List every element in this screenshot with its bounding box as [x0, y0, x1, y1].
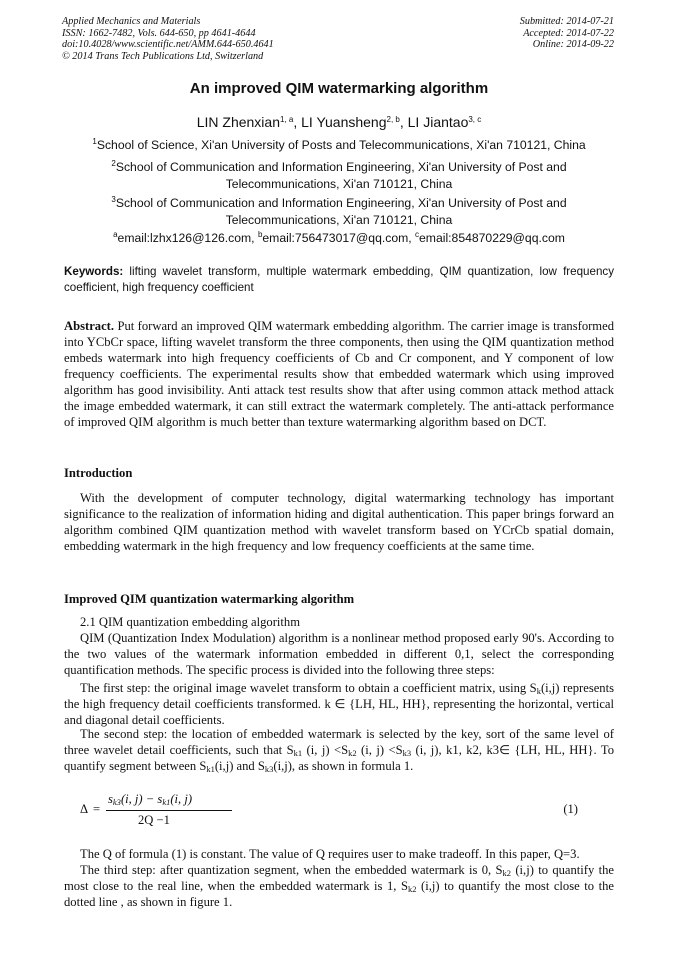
author-name: LIN Zhenxian [196, 114, 280, 130]
keywords-text: lifting wavelet transform, multiple watermark embedding, QIM quantization, low frequency coefficient, high frequency coefficient [64, 265, 614, 294]
abstract-label: Abstract. [64, 319, 115, 333]
paper-title: An improved QIM watermarking algorithm [189, 80, 489, 97]
section-paragraph-step2: The second step: the location of embedded watermark is selected by the key, sort of the same level of three wavelet detail coefficients, such that $S_{k1}$ (i, $j) <S_{k2}$ (i, $j) <S_{k3}$ (i, j), k1, k2, k3∈ {LH, HL, HH}. To quantify segment between $S_{k1}(i,j)$ and $S_{k3}(i,j)$, as shown in formula 1. [64, 727, 614, 774]
journal-copyright: © 2014 Trans Tech Publications Ltd, Switzerland [62, 50, 264, 62]
author-list: LIN Zhenxian$^{1, a}$, LI Yuansheng$^{2, b}$, LI Jiantao$^{3, c}$ [196, 114, 482, 130]
abstract-text: Put forward an improved QIM watermark embedding algorithm. The carrier image is transformed into YCbCr space, lifting wavelet transform the three components, then using the QIM quantization method embeds watermark into high frequency coefficients of Cb and Cr component, and Y component of low frequency coefficients. The experimental results show that embedded watermark which using improved algorithm has good invisibility. Anti attack test results show that after using common attack method attack the image embedded watermark, it can still extract the watermark completely. The anti-attack performance of improved QIM algorithm is much better than texture watermarking algorithm based on DCT. [64, 319, 614, 429]
author-name: LI Jiantao [407, 114, 469, 130]
section-paragraph-step3: The third step: after quantization segment, when the embedded watermark is 0, $S_{k2}$ (i,j) to quantify the most close to the real line, when the embedded watermark is 1, $S_{k2}$ (i,j) to quantify the most close to the dotted line , as shown in figure 1. [64, 863, 614, 909]
dates-header [520, 16, 614, 51]
formula-1 [80, 790, 614, 834]
online-date: Online: 2014-09-22 [532, 39, 614, 51]
section-paragraph-qim: QIM (Quantization Index Modulation) algorithm is a nonlinear method proposed early 90's. According to the two values of the watermark information embedded in different 0,1, select the corresponding quantification methods. The specific process is divided into the following three steps: [64, 631, 614, 677]
affiliation-3: $^3$School of Communication and Information Engineering, Xi'an University of Post and Telecommunications, Xi'an 710121, China [111, 195, 567, 227]
submitted-date: Submitted: 2014-07-21 [519, 16, 614, 27]
email-link[interactable]: email:854870229@qq.com [419, 231, 565, 245]
accepted-date: Accepted: 2014-07-22 [523, 27, 614, 39]
email-list: $^a$email:lzhx126@126.com, $^b$email:756473017@qq.com, $^c$email:854870229@qq.com [113, 230, 565, 245]
author-affil-mark: 2, b [386, 115, 400, 124]
formula-numerator: $s_{k3}(i$, $j) - s_{k1}(i$, j) [108, 792, 193, 807]
formula-fraction-bar [106, 810, 232, 811]
keywords-label: Keywords: [64, 265, 124, 278]
email-link[interactable]: email:756473017@qq.com, [262, 231, 416, 245]
introduction-heading: Introduction [64, 466, 133, 480]
formula-delta: Δ [80, 802, 89, 816]
journal-header [62, 16, 274, 62]
affiliation-2: $^2$School of Communication and Information Engineering, Xi'an University of Post and Telecommunications, Xi'an 710121, China [111, 159, 567, 191]
introduction-paragraph: With the development of computer technology, digital watermarking technology has important significance to the realization of information hiding and digital authentication. This paper brings forward an algorithm combined QIM quantization method with wavelet transform based on YCrCb spatial domain, embedding watermark in the high frequency and low frequency coefficients at the same time. [64, 491, 614, 553]
journal-issn: ISSN: 1662-7482, Vols. 644-650, pp 4641-4644 [62, 27, 256, 39]
formula-equals: = [93, 802, 101, 816]
formula-number: (1) [563, 802, 578, 816]
journal-doi: doi:10.4028/www.scientific.net/AMM.644-650.4641 [62, 39, 274, 51]
subsection-heading: 2.1 QIM quantization embedding algorithm [80, 615, 300, 629]
keywords [64, 264, 614, 296]
journal-name: Applied Mechanics and Materials [62, 16, 201, 27]
affiliation-1: $^1$School of Science, Xi'an University of Posts and Telecommunications, Xi'an 710121, China [92, 137, 586, 152]
section-paragraph-step1: The first step: the original image wavelet transform to obtain a coefficient matrix, using $S_k(i,j)$ represents the high frequency detail coefficients transformed. k ∈ {LH, HL, HH}, representing the horizontal, vertical and diagonal detail coefficients. [64, 681, 615, 727]
email-link[interactable]: email:lzhx126@126.com, [117, 231, 258, 245]
section-heading: Improved QIM quantization watermarking algorithm [64, 592, 355, 606]
author-affil-mark: 1, a [280, 115, 294, 124]
author-name: LI Yuansheng [301, 114, 387, 130]
formula-denominator: 2Q −1 [138, 813, 170, 827]
section-paragraph-q: The Q of formula (1) is constant. The value of Q requires user to make tradeoff. In this paper, Q=3. [80, 847, 580, 861]
abstract [64, 318, 614, 430]
author-affil-mark: 3, c [468, 115, 482, 124]
